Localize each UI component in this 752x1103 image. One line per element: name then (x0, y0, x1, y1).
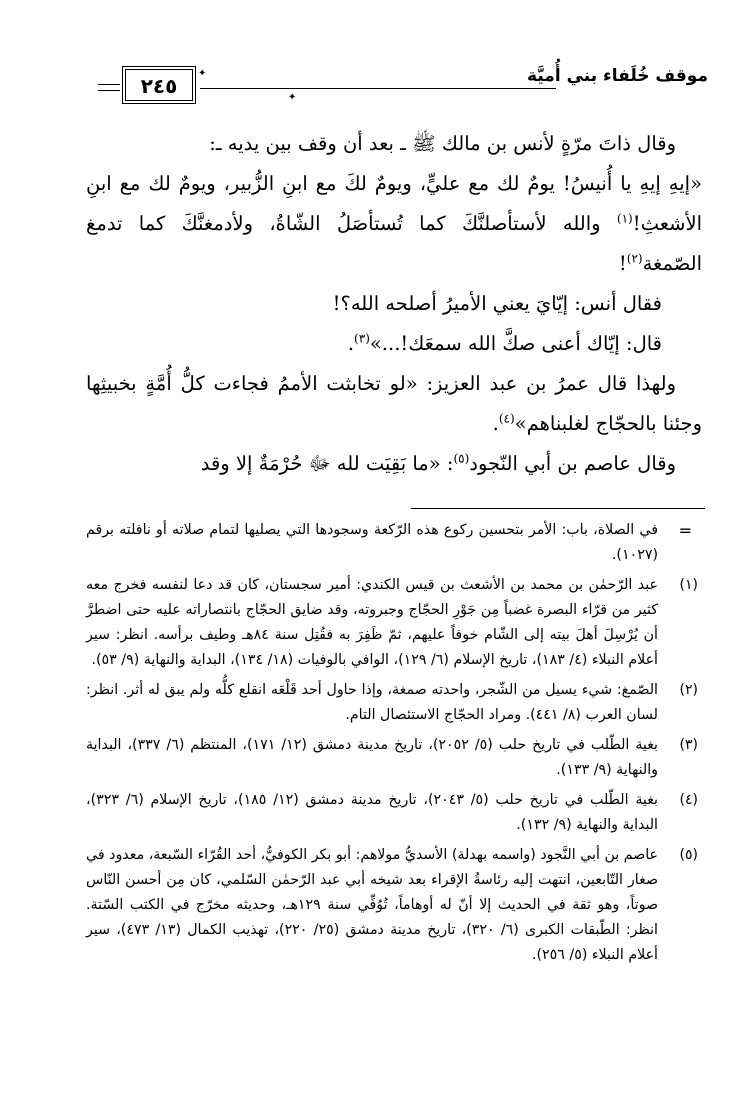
footnote-1: (١) عبد الرّحمٰن بن محمد بن الأشعث بن قيس الكندي: أمير سجستان، كان قد دعا لنفسه فخرج معه كثير من قرّاء البصرة غضباً مِن جَوْرِ الحجّاج وجبروته، وقد ضايق الحجّاج بانتصاراته عليه حتى اضطرَّ أن يُرْسِلَ أهلَ بيته إلى الشّام خوفاً عليهم، ثمّ ظَفِرَ به فقُتِل سنة ٨٤هـ وطيف برأسه. انظر: سير أعلام النبلاء (٤/ ١٨٣)، تاريخ الإسلام (٦/ ١٢٩)، الوافي بالوفيات (١٨/ ١٣٤)، البداية والنهاية (٩/ ٥٣). (86, 577, 698, 668)
footnote-4: (٤) بغية الطّلب في تاريخ حلب (٥/ ٢٠٤٣)، تاريخ مدينة دمشق (١٢/ ١٨٥)، تاريخ الإسلام (٦/ ٣٢٣)، البداية والنهاية (٩/ ١٣٢). (86, 792, 698, 833)
footnote-ref: (٣) (354, 331, 370, 346)
header-rule (200, 88, 556, 89)
main-text (86, 124, 702, 484)
paragraph: ولهذا قال عمرُ بن عبد العزيز: «لو تخابثت الأممُ فجاءت كلُّ أُمَّةٍ بخبيثِها وجئنا بالحجّاج لغلبناهم»$^{(٤)}$. (86, 372, 702, 435)
ornament-icon: ✦ (288, 92, 297, 103)
paragraph: فقال أنس: إيّايَ يعني الأميرُ أصلحه الله؟! (332, 292, 662, 315)
page-number-box (122, 66, 196, 104)
paragraph: قال: إيّاك أعنى صكَّ الله سمعَك!...»$^{(٣)}$. (347, 331, 662, 355)
footnote-separator (411, 508, 705, 509)
footnote-ref: (٤) (498, 411, 515, 426)
page-header (98, 62, 708, 108)
footnote-ref: (٢) (626, 251, 643, 266)
paragraph: وقال عاصم بن أبي النّجود$^{(٥)}$: «ما بَقِيَت لله ﷻ حُرْمَةٌ إلا وقد (200, 451, 676, 475)
header-rule-left-lower (98, 90, 120, 91)
footnote-ref: (١) (616, 211, 633, 226)
footnote-ref: (٥) (453, 451, 470, 466)
paragraph: «إيهِ إيهِ يا أُنيسُ! يومٌ لك مع عليٍّ، ويومٌ لكَ مع ابنِ الزُّبير، ويومٌ لك مع ابنِ الأشعثِ!$^{(١)}$ والله لأستأصلنَّكَ كما تُستأصَلُ الشّاةُ، ولأدمغنَّكَ كما تدمغ الصّمغة$^{(٢)}$! (86, 172, 703, 275)
paragraph: وقال ذاتَ مرّةٍ لأنس بن مالك ﷺ ـ بعد أن وقف بين يديه ـ: (209, 132, 676, 155)
footnotes (86, 518, 702, 973)
footnote-continuation: = في الصلاة، باب: الأمر بتحسين ركوع هذه الرّكعة وسجودها التي يصليها لتمام صلاته أو نافلته برقم (١٠٢٧). (86, 521, 692, 563)
ornament-icon: ✦ (198, 68, 207, 79)
page-number: ٢٤٥ (140, 74, 178, 98)
footnote-2: (٢) الصّمغ: شيء يسيل من الشّجر، واحدته صمغة، وإذا حاول أحد قَلْعَه انقلع كلُّه ولم يبق له أثر. انظر: لسان العرب (٨/ ٤٤١). ومراد الحجّاج الاستئصال التام. (86, 682, 698, 723)
header-rule-left-upper (98, 84, 120, 85)
footnote-3: (٣) بغية الطّلب في تاريخ حلب (٥/ ٢٠٥٢)، تاريخ مدينة دمشق (١٢/ ١٧١)، المنتظم (٦/ ٣٣٧)، البداية والنهاية (٩/ ١٣٣). (86, 737, 698, 778)
footnote-5: (٥) عاصم بن أبي النَّجود (واسمه بهدلة) الأسديُّ مولاهم: أبو بكر الكوفيُّ، أحد القُرّاء السّبعة، معدود في صغار التّابعين، انتهت إليه رئاسةُ الإقراء بعد شيخه أبي عبد الرّحمٰن السّلمي، كان مِن أحسن النّاس صوتاً، وهو ثقة في الحديث إلا أنّ له أوهاماً، تُوُفِّي سنة ١٢٩هـ، وحديثه مخرّج في الكتب السّتة. انظر: الطّبقات الكبرى (٦/ ٣٢٠)، تاريخ مدينة دمشق (٢٥/ ٢٢٠)، تهذيب الكمال (١٣/ ٤٧٣)، سير أعلام النبلاء (٥/ ٢٥٦). (86, 847, 698, 963)
running-title: موقف خُلَفاء بني أُميَّة (527, 66, 708, 86)
